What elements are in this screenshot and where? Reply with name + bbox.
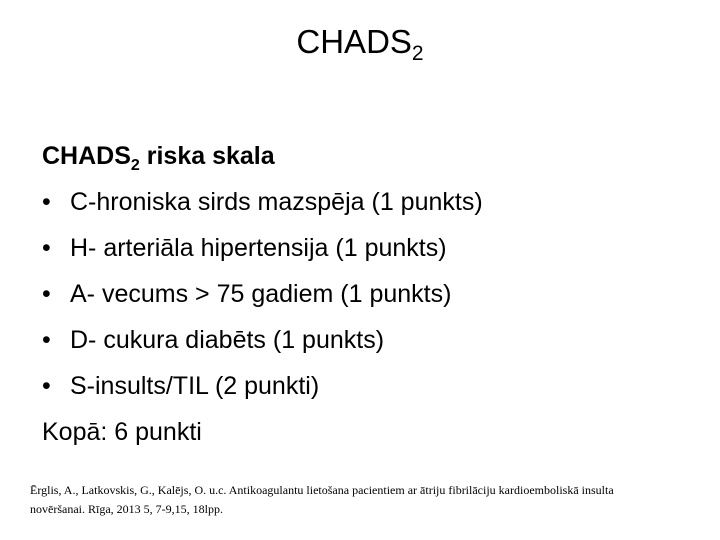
list-item — [42, 179, 483, 225]
list-item-text: D- cukura diabēts (1 punkts) — [70, 326, 385, 354]
list-item — [42, 271, 483, 317]
bullet-icon: • — [42, 188, 51, 216]
list-item — [42, 317, 483, 363]
section-heading — [42, 133, 483, 179]
list-item-text: A- vecums > 75 gadiem (1 punkts) — [70, 280, 452, 308]
citation-line: novēršanai. Rīga, 2013 5, 7-9,15, 18lpp. — [30, 502, 223, 516]
total-score: Kopā: 6 punkti — [42, 418, 202, 446]
list-item — [42, 225, 483, 271]
content-body — [42, 133, 483, 455]
list-item-text: S-insults/TIL (2 punkti) — [70, 372, 320, 400]
heading-main: CHADS — [42, 142, 131, 170]
heading-rest: riska skala — [139, 142, 275, 170]
citation-line: Ērglis, A., Latkovskis, G., Kalējs, O. u.c. Antikoagulantu lietošana pacientiem ar ātriju fibrilāciju kardioemboliskā insulta — [30, 483, 614, 497]
title-main: CHADS — [296, 23, 412, 60]
slide-title — [0, 20, 720, 64]
citation — [30, 481, 710, 519]
bullet-icon: • — [42, 280, 51, 308]
title-subscript: 2 — [411, 42, 424, 65]
heading-subscript: 2 — [130, 157, 140, 174]
list-item-text: H- arteriāla hipertensija (1 punkts) — [70, 234, 447, 262]
bullet-icon: • — [42, 234, 51, 262]
bullet-icon: • — [42, 326, 51, 354]
bullet-icon: • — [42, 372, 51, 400]
list-item — [42, 363, 483, 409]
list-item-text: C-hroniska sirds mazspēja (1 punkts) — [70, 188, 483, 216]
